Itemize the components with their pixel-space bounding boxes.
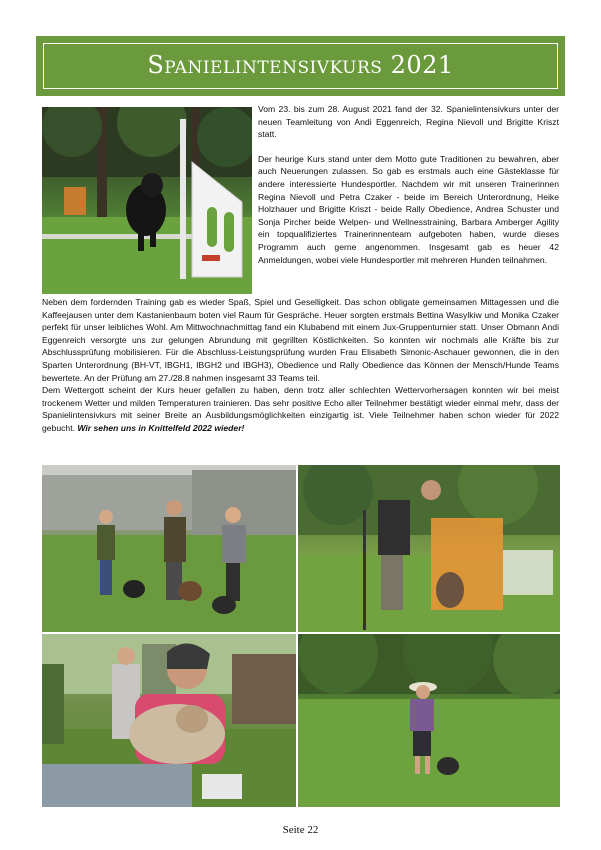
article-body [42, 296, 559, 435]
page-number: Seite 22 [282, 824, 319, 836]
article-paragraph-1: Vom 23. bis zum 28. August 2021 fand der 32. Spanielintensivkurs unter der neuen Teamleitung von Andi Eggenreich, Regina Nievoll und Brigitte Kriszt statt. [258, 104, 559, 140]
photo-group-training-art [42, 465, 296, 632]
photo-rally-obedience [298, 634, 560, 807]
article-paragraph-4 [42, 384, 559, 434]
photo-woman-hugging-dog [42, 634, 296, 807]
page-title: Spanielintensivkurs 2021 [147, 51, 454, 79]
article-paragraph-3: Neben dem fordernden Training gab es wieder Spaß, Spiel und Geselligkeit. Das schon obligate gemeinsamen Mittagessen und die Kaffeejausen unter dem Kastanienbaum boten viel Raum für Gespräche. Heuer sorgten erstmals Bettina Wasylkiw und Monika Czaker perfekt für unser leibliches Wohl. Am Mittwochnachmittag fand ein Klubabend mit einem Jux-Gruppenturnier statt. Unser Obmann Andi Eggenreich versorgte uns zur gelungen Abrundung mit gegrillten Köstlichkeiten. So konnten wir nochmals alle Kräfte bis zur Abschlussprüfung mobilisieren. Für die Abschluss-Leistungsprüfung wurden Frau Elisabeth Simonic-Aschauer gewonnen, die in den Sparten Unterordnung (BH-VT, IBGH1, IBGH2 und IBGH3), Obedience und Rally Obedience das Können der Mensch/Hunde Teams bewertete. An der Prüfung am 27./28.8 nahmen insgesamt 33 Teams teil. [42, 297, 559, 383]
photo-spaniel-jumping-art [42, 107, 252, 294]
article-intro [258, 103, 559, 266]
photo-rally-obedience-art [298, 634, 560, 807]
article-paragraph-2: Der heurige Kurs stand unter dem Motto gute Traditionen zu bewahren, aber auch Neuerungen zulassen. So gab es erstmals auch eine Gästeklasse für andere interessierte Hundesportler. Nachdem wir mit unseren Trainerinnen Regina Nievoll und Petra Czaker - beide im Bereich Unterordnung, Heike Holzhauer und Brigitte Kriszt - beide Rally Obedience, Andrea Schuster und Sonja Pircher beide Welpen- und Wellnesstraining, Barbara Amberger Agility ein topqualifiziertes Trainerinnenteam aufgeboten haben, wurde dieses Programm auch gerne angenommen. Insgesamt gab es heuer 42 Anmeldungen, wobei viele Hundesportler mit mehreren Hunden teilnahmen. [258, 153, 559, 265]
closing-line: Wir sehen uns in Knittelfeld 2022 wieder! [77, 422, 245, 433]
photo-woman-hugging-dog-art [42, 634, 296, 807]
article-paragraph-4-text: Dem Wettergott scheint der Kurs heuer gefallen zu haben, denn trotz aller schlechten Wettervorhersagen konnten wir bei meist trockenem Wetter und milden Temperaturen trainieren. Das sehr positive Echo aller Teilnehmer bestätigt wieder einmal mehr, dass der Spanielintensivkurs mit seiner Breite an Ausbildungsmöglichkeiten einzigartig ist. Viele Teilnehmer haben schon wieder für 2022 gebucht. [42, 385, 559, 433]
photo-agility-training-art [298, 465, 560, 632]
photo-spaniel-jumping [42, 107, 252, 294]
photo-agility-training [298, 465, 560, 632]
title-banner [37, 37, 564, 95]
photo-group-training [42, 465, 296, 632]
